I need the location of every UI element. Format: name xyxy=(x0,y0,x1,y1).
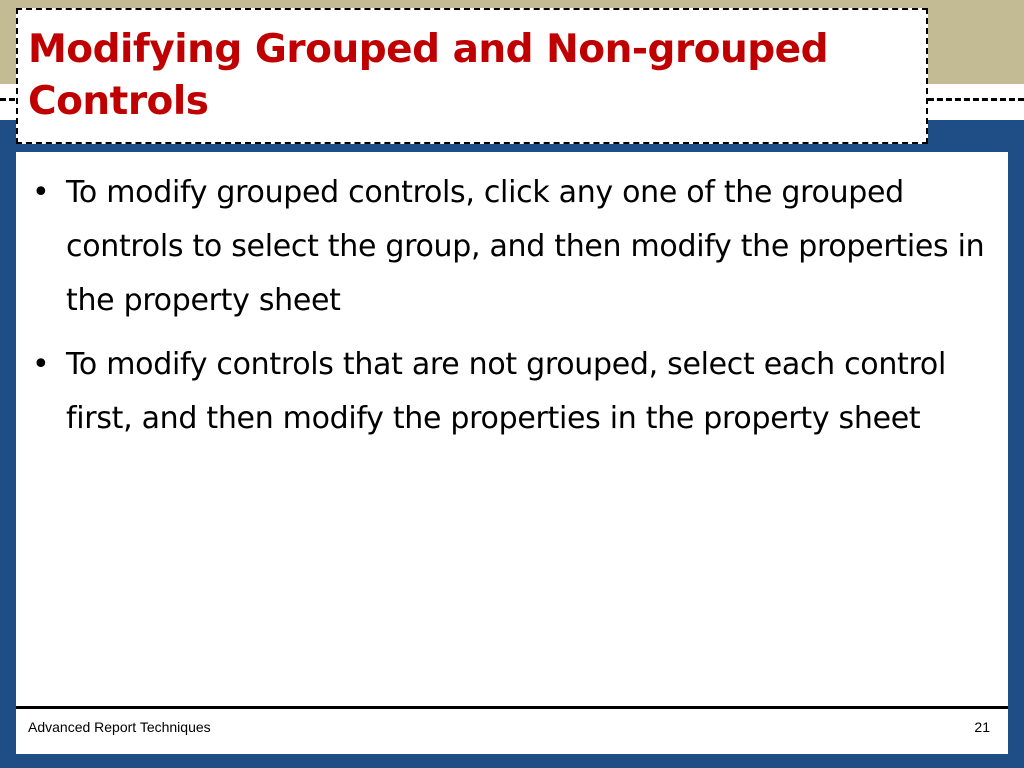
bullet-icon: • xyxy=(32,347,50,382)
bullet-item-1 xyxy=(26,166,996,328)
title-box xyxy=(16,8,928,144)
footer-bar xyxy=(16,706,1008,754)
bullet-icon: • xyxy=(32,175,50,210)
bullet-item-2 xyxy=(26,338,996,446)
footer-title: Advanced Report Techniques xyxy=(28,719,211,735)
bullet-list xyxy=(26,166,996,456)
slide-title: Modifying Grouped and Non-grouped Controls xyxy=(28,27,829,124)
bullet-text-2: To modify controls that are not grouped, select each control first, and then modify the properties in the property sheet xyxy=(66,347,946,436)
page-number: 21 xyxy=(974,719,990,735)
bullet-text-1: To modify grouped controls, click any one of the grouped controls to select the group, and then modify the properties in the property sheet xyxy=(66,175,985,318)
